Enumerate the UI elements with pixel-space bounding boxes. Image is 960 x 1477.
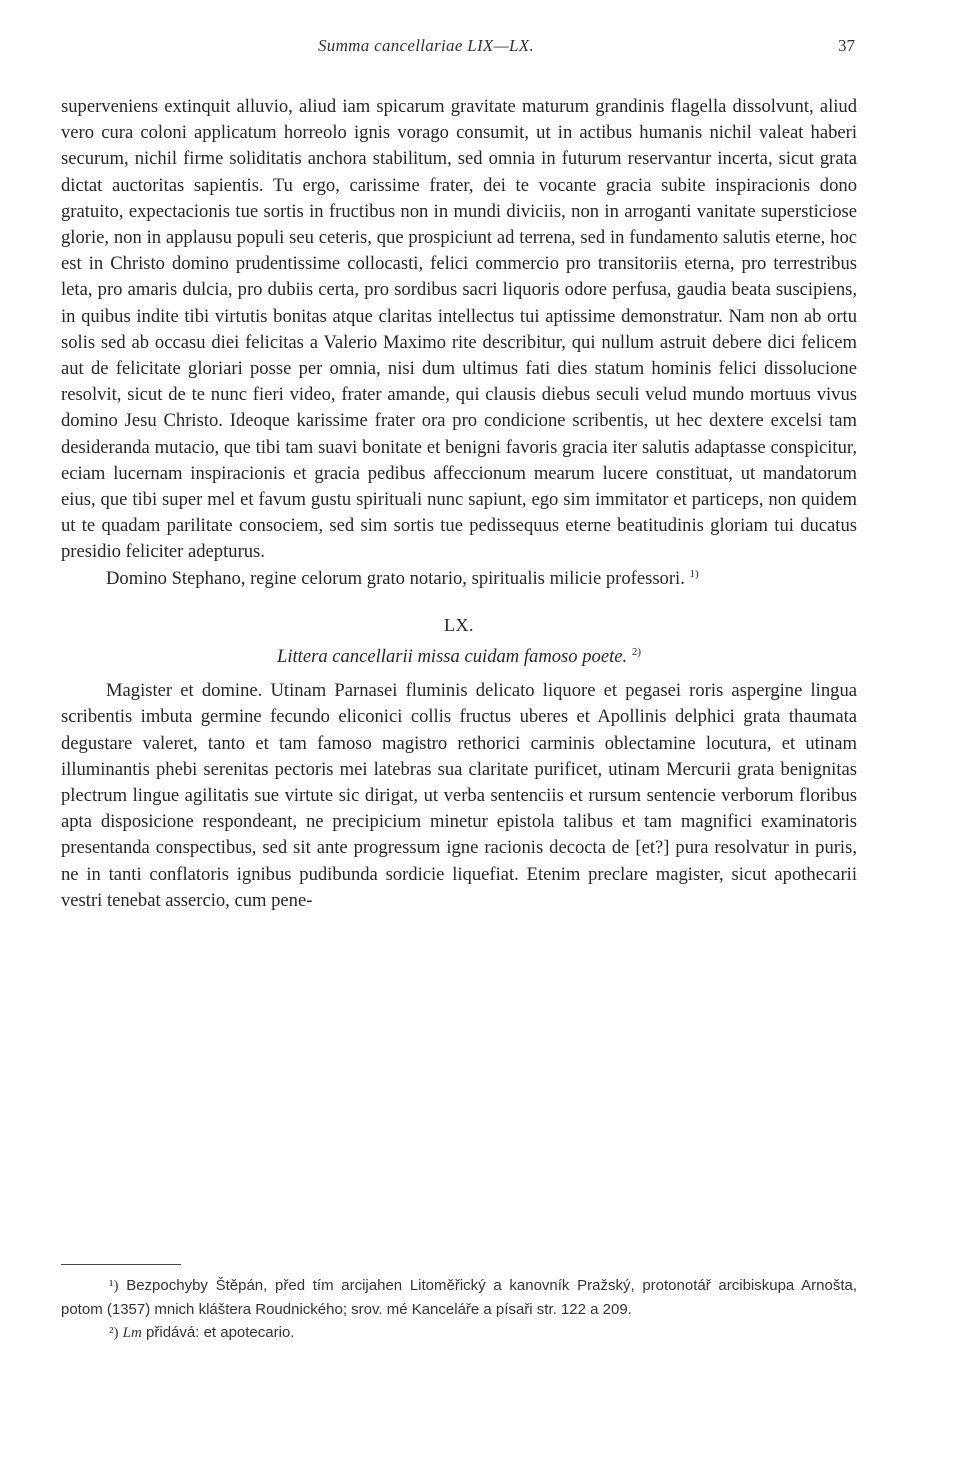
footnote-2 [61,1321,857,1345]
footnote-1-text: Bezpochyby Štěpán, před tím arcijahen Litoměřický a kanovník Pražský, protonotář arcibiskupa Arnošta, potom (1357) mnich kláštera Roudnického; srov. mé Kanceláře a písaři str. 122 a 209. [61,1277,858,1318]
footnote-2-mark: ²) [109,1325,119,1341]
paragraph-continued: superveniens extinquit alluvio, aliud iam spicarum gravitate maturum grandinis flagella dissolvunt, aliud vero cura coloni applicatum horreolo ignis vorago consumit, ut in actibus humanis nichil valeat haberi securum, nichil firme soliditatis anchora stabilitum, sed omnia in futurum reservantur incerta, sicut grata dictat auctoritas sapientis. Tu ergo, carissime frater, dei te vocante gracia subite inspiracionis dono gratuito, expectacionis tue sortis in fructibus non in mundi diviciis, non in arroganti vanitate supersticiose glorie, non in applausu populi seu ceteris, que prospiciunt ad terrena, sed in fundamento salutis eterne, hoc est in Christo domino prudentissime collocasti, felici commercio pro transitoriis eterna, pro terrestribus leta, pro amaris dulcia, pro dubiis certa, pro sordibus sacri liquoris odore perfusa, gaudia beata suscipiens, in quibus indite tibi virtutis bonitas atque claritas intellectus tui aptissime demonstratur. Nam non ab ortu solis sed ab occasu diei felicitas a Valerio Maximo rite describitur, qui nullum astruit debere dici felicem aut de felicitate gloriari posse per omnia, nisi dum ultimus fati dies statum hominis felici dissolucione resolvit, sicut de te nunc fieri video, frater amande, qui clausis diebus seculi velud mundo mortuus vivus domino Jesu Christo. Ideoque karissime frater ora pro condicione scribentis, ut hec dextere excelsi tam desideranda mutacio, que tibi tam suavi bonitate et benigni favoris gracia iter salutis adaptasse conspicitur, eciam lucernam inspiracionis et gracia pedibus affeccionum mearum lucere constituat, ut mandatorum eius, que tibi super mel et favum gustu spirituali nunc sapiunt, ego sim immitator et particeps, non quidem ut te quadam parilitate consociem, sed sim sortis tue pedissequus eterne beatitudinis gloriam tui ducatus presidio feliciter adepturus. [61,96,857,563]
running-head [0,36,960,64]
page-number: 37 [838,36,855,55]
footnote-ref-1: 1) [689,567,699,580]
footnote-1-mark: ¹) [109,1278,119,1294]
running-title: Summa cancellariae LIX—LX. [318,36,535,55]
body-text [61,94,857,914]
footnotes [61,1274,857,1345]
paragraph-dedication [61,566,857,592]
chapter-title [61,644,857,670]
footnote-divider [61,1264,181,1265]
footnote-1 [61,1274,857,1321]
chapter-number: LX. [444,614,474,635]
chapter-title-text: Littera cancellarii missa cuidam famoso poete. [277,646,628,668]
dedication-text: Domino Stephano, regine celorum grato notario, spiritualis milicie professori. [106,567,685,589]
footnote-ref-2: 2) [631,645,641,658]
footnote-2-abbrev: Lm [122,1325,142,1341]
footnote-2-text: přidává: et apotecario. [146,1324,295,1341]
paragraph-letter: Magister et domine. Utinam Parnasei fluminis delicato liquore et pegasei roris aspergine lingua scribentis imbuta germine fecundo eliconici collis fructus uberes et Apollinis delphici grata thaumata degustare valeret, tanto et tam famoso magistro rethorici carminis oblectamine locutura, et utinam illuminantis phebi serenitas pectoris mei latebras sua claritate purificet, utinam Mercurii grata benignitas plectrum lingue agilitatis sue virtute sic dirigat, ut verba sentenciis et rursum sentencie verborum floribus apta disposicione respondeant, ne precipicium minetur epistola talibus et tam magnifici examinatoris presentanda conspectibus, sed sit ante progressum igne racionis decocta de [et?] pura resolvatur in puris, ne in tanti conflatoris ignibus pudibunda sordicie liquefiat. Etenim preclare magister, sicut apothecarii vestri tenebat assercio, cum pene- [61,680,857,911]
